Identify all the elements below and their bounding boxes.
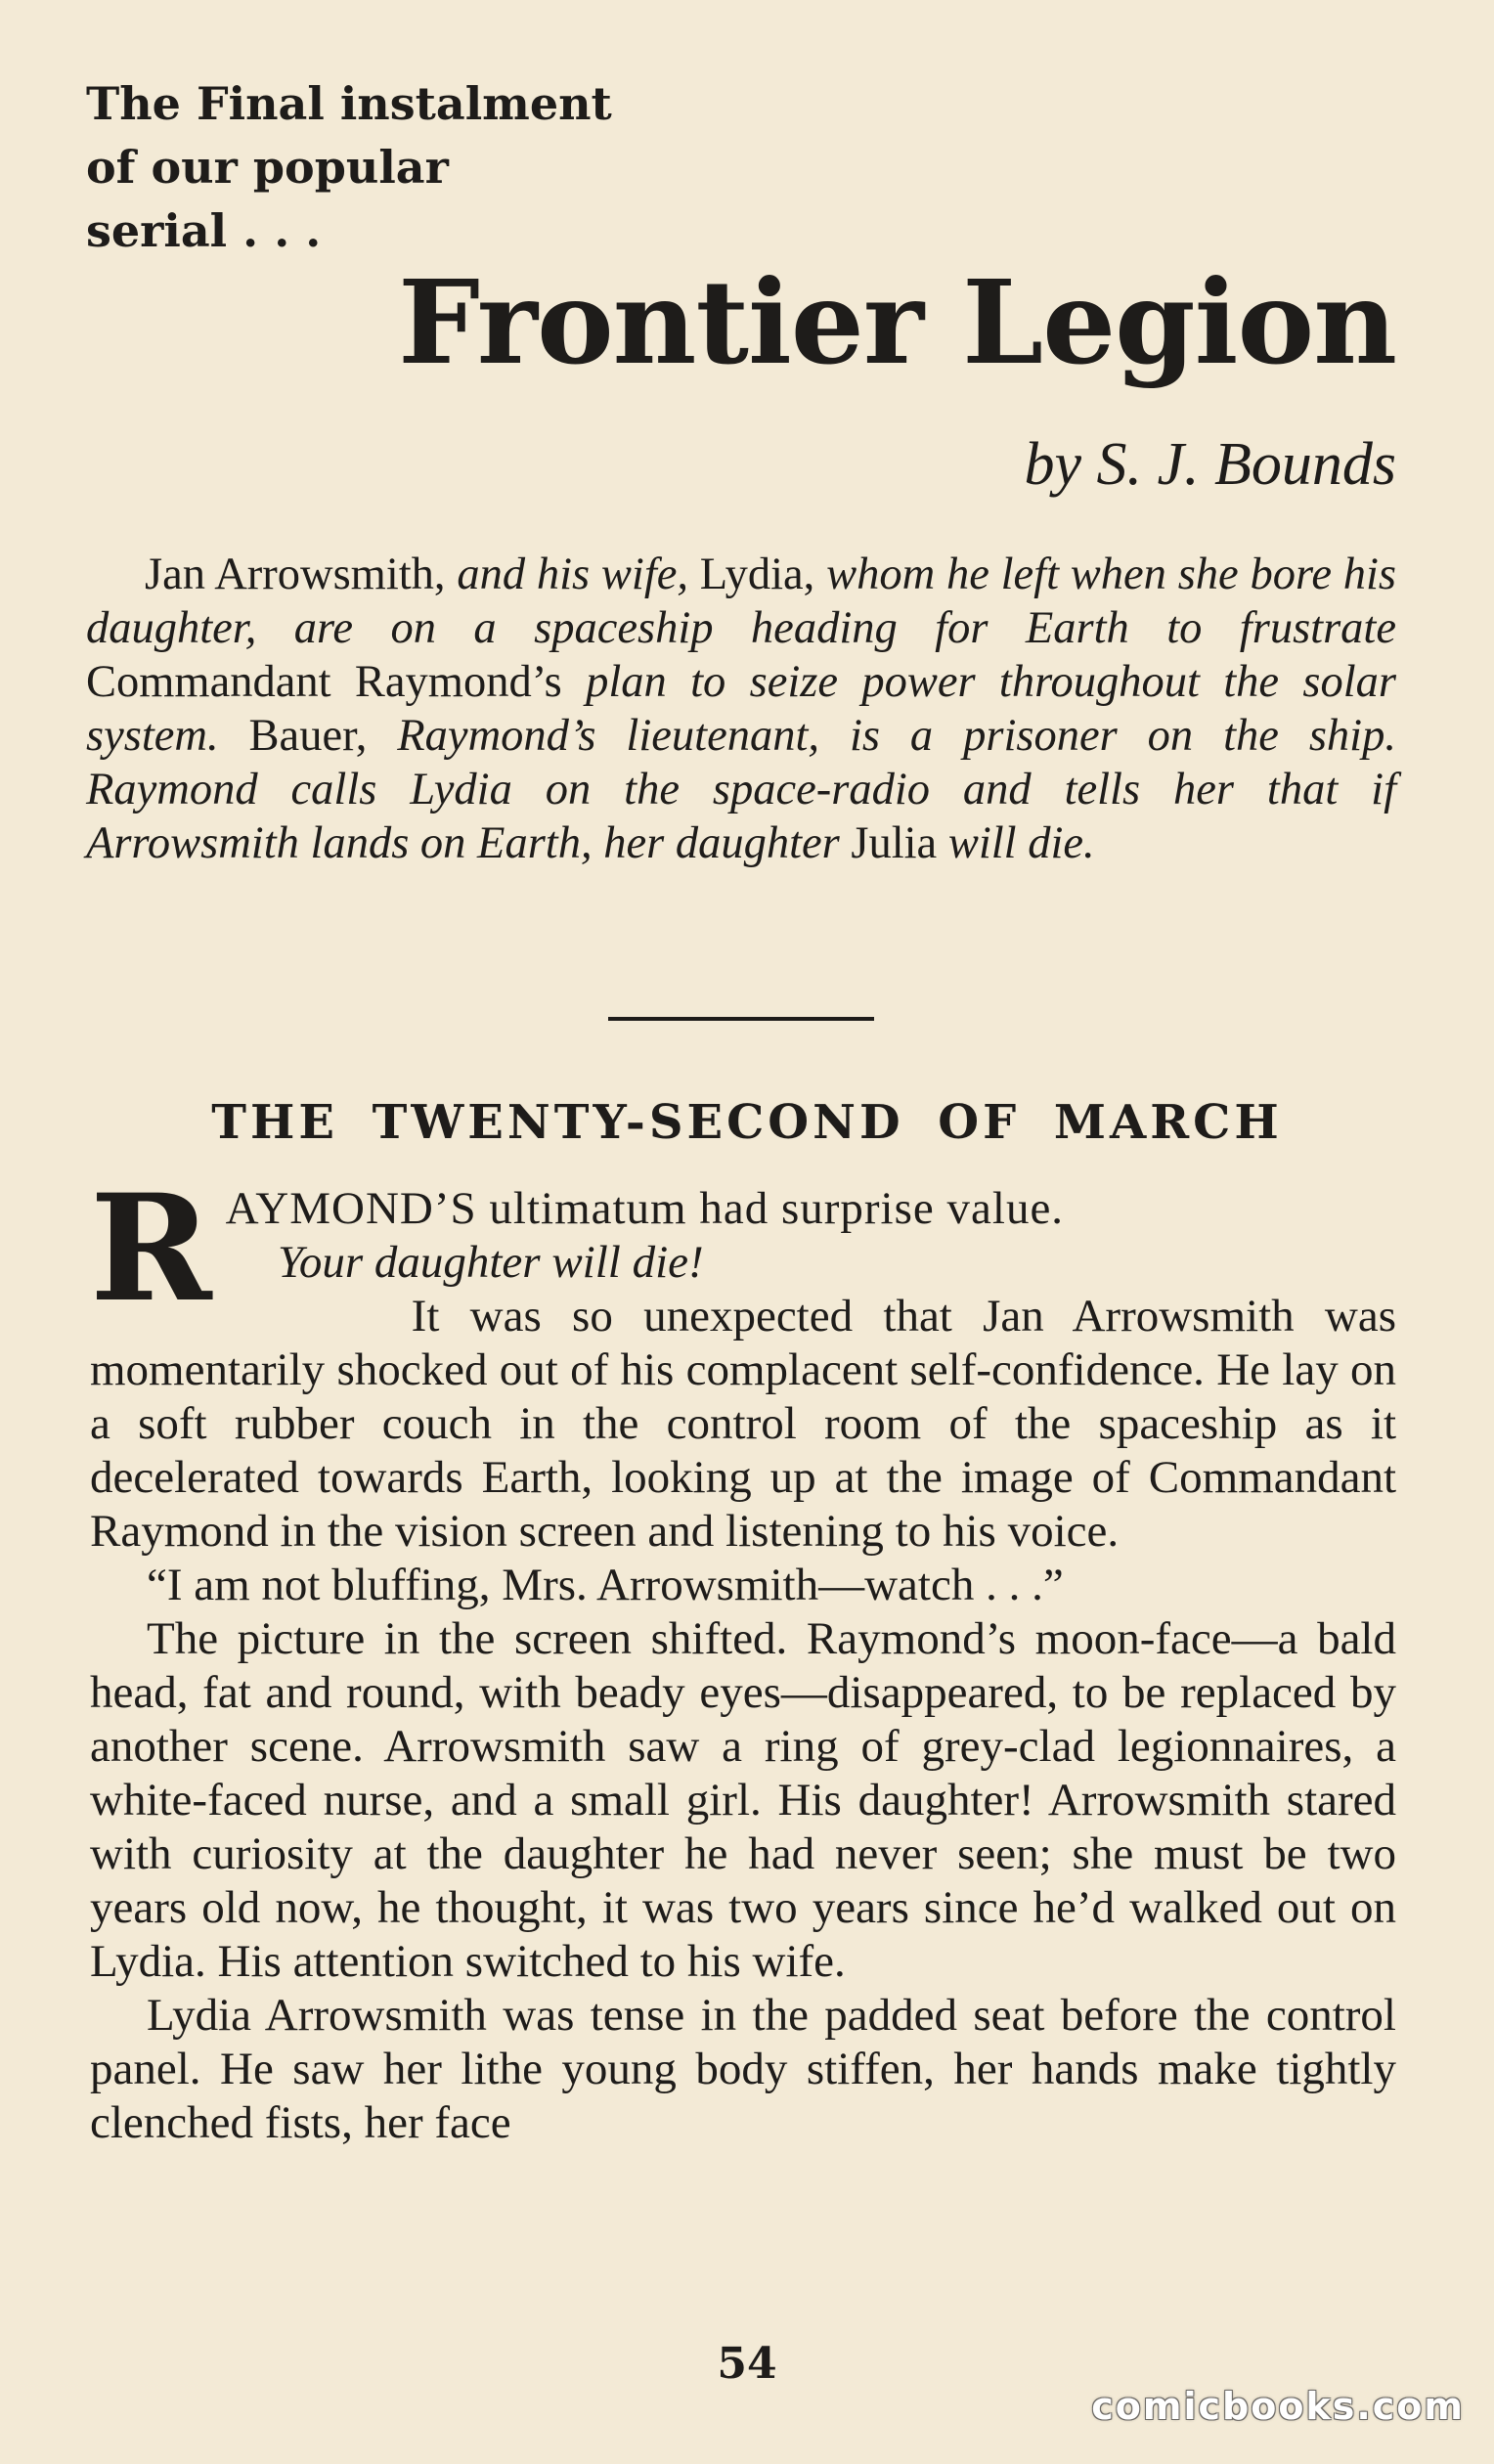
synopsis-segment: and his wife, <box>457 550 700 599</box>
paragraph: Lydia Arrowsmith was tense in the padded seat before the control panel. He saw her lithe young body stiffen, her hands make tightly clenched fists, her face <box>90 1990 1396 2148</box>
story-title: Frontier Legion <box>398 254 1396 390</box>
synopsis <box>86 548 1396 870</box>
paragraph: The picture in the screen shifted. Raymond’s moon-face—a bald head, fat and round, with beady eyes—disappeared, to be replaced by another scene. Arrowsmith saw a ring of grey-clad legionnaires, a white-faced nurse, and a small girl. His daughter! Arrowsmith stared with curiosity at the daughter he had never seen; she must be two years old now, he thought, it was two years since he’d walked out on Lydia. His attention switched to his wife. <box>90 1613 1396 1987</box>
synopsis-segment: Julia <box>851 818 948 868</box>
story-body <box>90 1163 1396 2150</box>
synopsis-segment: Jan Arrowsmith, <box>145 550 458 599</box>
serial-teaser <box>86 72 634 263</box>
drop-cap: R <box>90 1163 212 1335</box>
teaser-line: of our popular <box>86 141 449 194</box>
chapter-heading: THE TWENTY-SECOND OF MARCH <box>211 1095 1283 1150</box>
teaser-line: The Final instalment <box>86 77 612 130</box>
author-byline: by S. J. Bounds <box>1024 431 1396 498</box>
synopsis-segment: Commandant Raymond’s <box>86 657 587 707</box>
section-divider <box>608 1017 874 1021</box>
italic-quote: Your daughter will die! <box>278 1237 704 1288</box>
synopsis-segment: whom he left when she bore his daughter, are on a spaceship heading for Earth to frustrate <box>86 550 1396 653</box>
paragraph: “I am not bluffing, Mrs. Arrowsmith—watch . . .” <box>147 1560 1064 1610</box>
watermark: comicbooks.com <box>1091 2385 1465 2428</box>
opening-line: AYMOND’S ultimatum had surprise value. <box>225 1183 1065 1234</box>
synopsis-segment: plan to seize power throughout the solar system. <box>86 657 1396 761</box>
teaser-line: serial . . . <box>86 204 322 257</box>
synopsis-segment: will die. <box>947 818 1095 868</box>
page-number: 54 <box>717 2339 777 2389</box>
paragraph-text: It was so unexpected that Jan Arrowsmith was momentarily shocked out of his complacent self-confidence. He lay on a soft rubber couch in the control room of the spaceship as it decelerated towards Earth, looking up at the image of Commandant Raymond in the vision screen and listening to his voice. <box>90 1291 1396 1557</box>
paragraph <box>90 1163 1396 1559</box>
synopsis-segment: Bauer, <box>248 711 398 761</box>
synopsis-segment: Raymond’s lieutenant, is a prisoner on the ship. Raymond calls Lydia on the space-radio and tells her that if Arrowsmith lands on Earth, her daughter <box>86 711 1396 868</box>
synopsis-segment: Lydia, <box>699 550 827 599</box>
